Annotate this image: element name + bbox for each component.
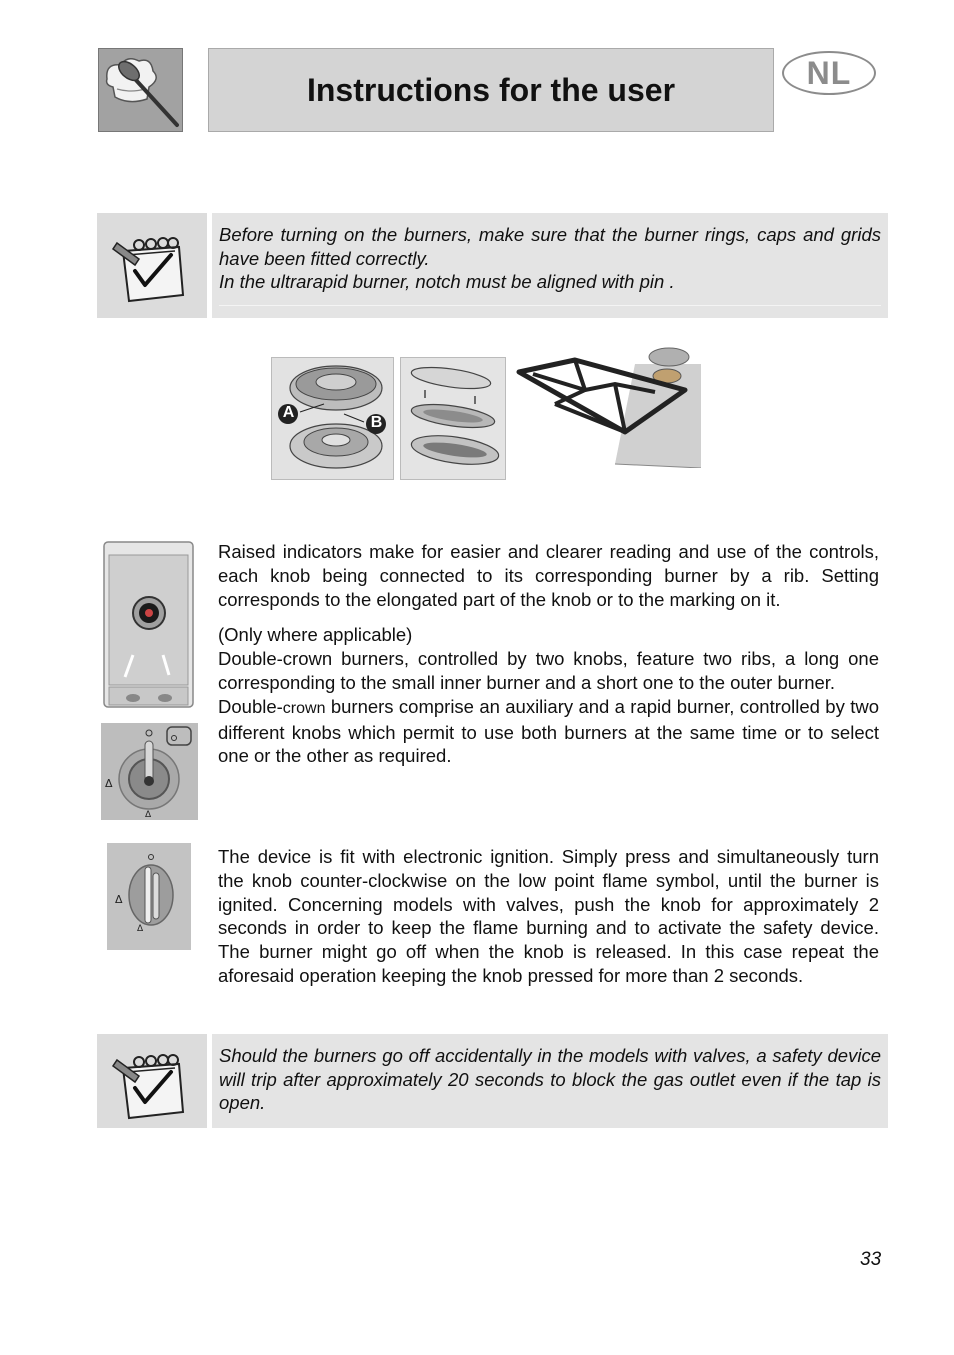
header-title-bar <box>208 48 774 132</box>
ignition-knob-illustration <box>107 843 191 950</box>
note-line-1: Before turning on the burners, make sure that the burner rings, caps and grids have been fitted correctly. <box>219 224 881 269</box>
svg-text:Δ: Δ <box>137 924 144 934</box>
burner-ring-figure <box>271 357 394 480</box>
chef-hat-spoon-icon <box>99 49 182 131</box>
controls-paragraph-2-lead: (Only where applicable) <box>218 624 413 646</box>
note-icon-panel <box>97 213 207 318</box>
svg-text:Δ: Δ <box>145 810 152 820</box>
notepad-check-icon <box>109 225 193 305</box>
language-badge: NL <box>782 51 876 95</box>
note-callout <box>212 213 888 318</box>
chef-logo <box>98 48 183 132</box>
controls-paragraph-2: Double-crown burners, controlled by two knobs, feature two ribs, a long one corresponding to the small inner burner and a short one to the outer burner. <box>218 648 879 693</box>
note-2-text: Should the burners go off accidentally in the models with valves, a safety device will trip after approximately 20 seconds to block the gas outlet even if the tap is open. <box>219 1045 881 1113</box>
controls-paragraph-3 <box>218 695 879 768</box>
grid-figure <box>515 344 701 468</box>
double-knob-figure <box>101 723 198 820</box>
cooktop-figure <box>103 541 194 708</box>
controls-paragraph-3-rest: burners comprise an auxiliary and a rapid burner, controlled by two different knobs which permit to use both burners at the same time or to select one or the other as required. <box>218 695 879 767</box>
page-number: 33 <box>860 1249 882 1270</box>
page-title: Instructions for the user <box>306 71 676 108</box>
double-crown-knob-illustration <box>101 723 198 820</box>
ignition-section-text <box>218 845 879 988</box>
controls-section-text <box>218 540 879 768</box>
ignition-knob-figure <box>107 843 191 950</box>
controls-paragraph-1: Raised indicators make for easier and clearer reading and use of the controls, each knob being connected to its corresponding burner by a rib. Setting corresponds to the elongated part of the knob or to the marking on it. <box>218 541 879 610</box>
note-divider <box>219 305 881 306</box>
fish-burner-illustration <box>401 358 505 479</box>
label-a: A <box>282 404 295 421</box>
note-icon-panel-2 <box>97 1034 207 1128</box>
note-line-2: In the ultrarapid burner, notch must be aligned with pin . <box>219 271 675 292</box>
label-b: B <box>370 414 383 431</box>
fish-burner-figure <box>400 357 506 480</box>
svg-text:Δ: Δ <box>105 777 113 790</box>
cooktop-panel-illustration <box>103 541 194 708</box>
controls-paragraph-3-small: crown <box>282 699 326 717</box>
notepad-check-icon <box>109 1042 193 1122</box>
pan-support-grid-illustration <box>515 344 701 468</box>
note-text <box>219 223 881 294</box>
svg-text:Δ: Δ <box>115 893 123 906</box>
ignition-paragraph: The device is fit with electronic ignition. Simply press and simultaneously turn the knob counter-clockwise on the low point flame symbol, until the burner is ignited. Concerning models with valves, push the knob for approximately 2 seconds in order to keep the flame burning and to activate the safety device. The burner might go off when the knob is released. In this case repeat the aforesaid operation keeping the knob pressed for more than 2 seconds. <box>218 846 879 986</box>
controls-paragraph-3-prefix: Double- <box>218 695 283 717</box>
note-callout-2 <box>212 1034 888 1128</box>
